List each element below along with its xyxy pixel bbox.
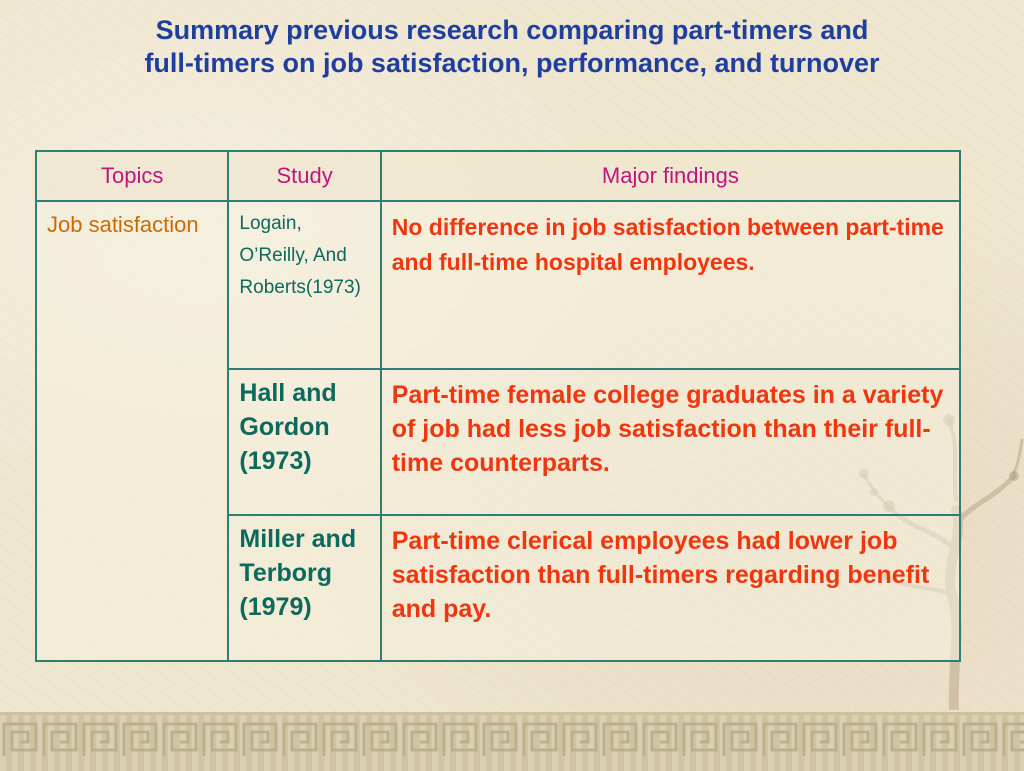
- study-cell: Logain, O’Reilly, And Roberts(1973): [228, 201, 380, 369]
- findings-table: [35, 150, 961, 662]
- table-row: [36, 201, 960, 369]
- finding-cell: No difference in job satisfaction between part-time and full-time hospital employees.: [381, 201, 960, 369]
- study-cell: Miller and Terborg (1979): [228, 515, 380, 661]
- header-study: Study: [228, 151, 380, 201]
- findings-table-container: [35, 150, 961, 662]
- slide-title-line-2: full-timers on job satisfaction, performance, and turnover: [144, 48, 880, 78]
- finding-cell: Part-time clerical employees had lower job satisfaction than full-timers regarding benefit and pay.: [381, 515, 960, 661]
- header-topics: Topics: [36, 151, 228, 201]
- topic-cell: Job satisfaction: [36, 201, 228, 661]
- header-major-findings: Major findings: [381, 151, 960, 201]
- fret-pattern-border: [0, 720, 1024, 760]
- table-header-row: [36, 151, 960, 201]
- slide-title-line-1: Summary previous research comparing part-timers and: [155, 15, 869, 45]
- slide-title: [20, 14, 1004, 80]
- finding-cell: Part-time female college graduates in a variety of job had less job satisfaction than their full-time counterparts.: [381, 369, 960, 515]
- study-cell: Hall and Gordon (1973): [228, 369, 380, 515]
